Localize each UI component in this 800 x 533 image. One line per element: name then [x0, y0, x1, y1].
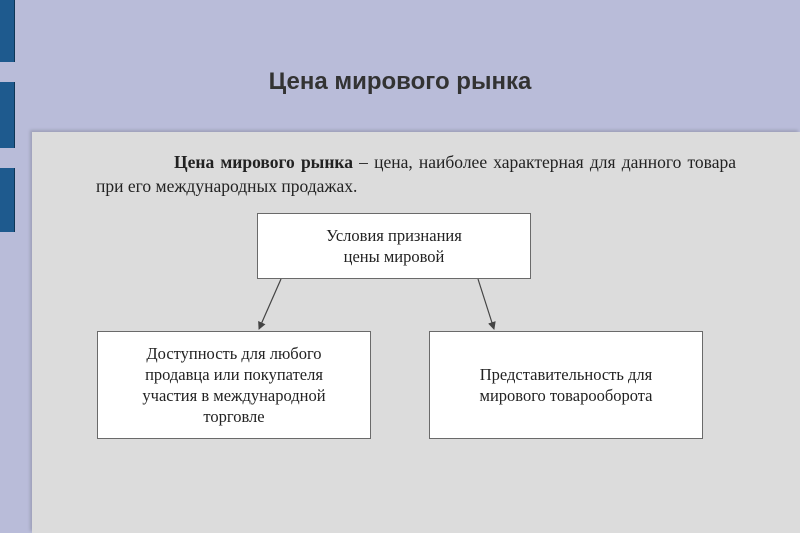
arrow-to-right-box	[478, 279, 494, 329]
left-box-label: Доступность для любого продавца или покупателя участия в международной торговле	[142, 344, 326, 426]
slide-title: Цена мирового рынка	[268, 68, 532, 95]
root-box-label: Условия признания цены мировой	[326, 226, 462, 266]
right-box	[429, 331, 703, 439]
root-box	[257, 213, 531, 279]
definition-term: Цена мирового рынка	[174, 152, 353, 172]
definition-text: – цена, наиболее характерная для данного товара при его международных продажах.	[96, 152, 736, 196]
left-box	[97, 331, 371, 439]
arrow-to-left-box	[259, 279, 281, 329]
right-box-label: Представительность для мирового товарооборота	[479, 365, 653, 405]
